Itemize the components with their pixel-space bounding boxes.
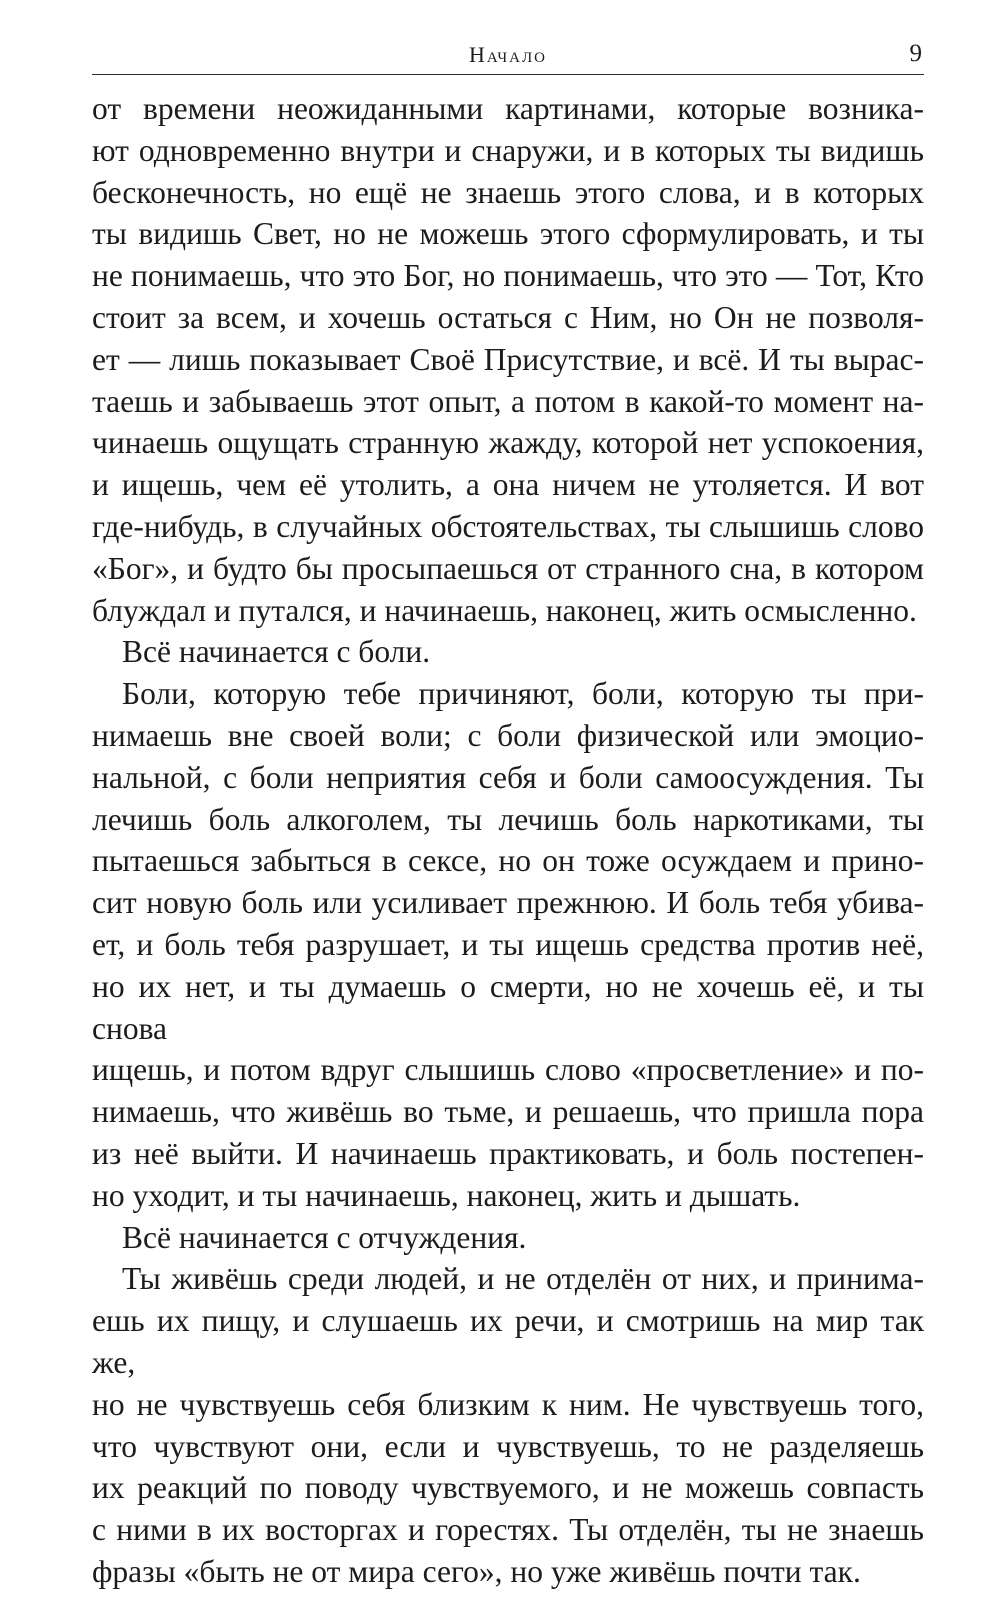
text-line: таешь и забываешь этот опыт, а потом в какой-то момент на-: [92, 383, 924, 419]
text-line: ты видишь Свет, но не можешь этого сформулировать, и ты: [92, 216, 924, 252]
running-title: Начало: [468, 42, 548, 67]
text-line: ешь их пищу, и слушаешь их речи, и смотришь на мир так же,: [92, 1303, 924, 1380]
text-line: их реакций по поводу чувствуемого, и не можешь совпасть: [92, 1470, 924, 1506]
text-line: но их нет, и ты думаешь о смерти, но не хочешь её, и ты снова: [92, 968, 924, 1046]
text-line: стоит за всем, и хочешь остаться с Ним, но Он не позволя-: [92, 299, 924, 335]
text-line: фразы «быть не от мира сего», но уже живёшь почти так.: [92, 1553, 861, 1589]
text-line: «Бог», и будто бы просыпаешься от странного сна, в котором: [92, 550, 924, 586]
text-line: нальной, с боли неприятия себя и боли самоосуждения. Ты: [92, 759, 924, 795]
running-header: [92, 38, 924, 75]
text-line: нимаешь, что живёшь во тьме, и решаешь, что пришла пора: [92, 1094, 924, 1130]
text-line: бесконечность, но ещё не знаешь этого слова, и в которых: [92, 174, 924, 210]
text-line: блуждал и путался, и начинаешь, наконец, жить осмысленно.: [92, 592, 917, 628]
text-line: ет — лишь показывает Своё Присутствие, и всё. И ты вырас-: [92, 341, 924, 377]
text-line: и ищешь, чем её утолить, а она ничем не утоляется. И вот: [92, 467, 924, 503]
text-line: нимаешь вне своей воли; с боли физической или эмоцио-: [92, 717, 924, 753]
text-line: Всё начинается с боли.: [122, 634, 431, 670]
body-text: [92, 88, 924, 1593]
text-line: Ты живёшь среди людей, и не отделён от них, и принима-: [122, 1261, 924, 1297]
text-line: ет, и боль тебя разрушает, и ты ищешь средства против неё,: [92, 926, 924, 962]
text-line: ют одновременно внутри и снаружи, и в которых ты видишь: [92, 132, 924, 168]
text-line: от времени неожиданными картинами, которые возника-: [92, 91, 924, 126]
text-line: Всё начинается с отчуждения.: [122, 1219, 527, 1255]
text-line: где-нибудь, в случайных обстоятельствах, ты слышишь слово: [92, 508, 924, 544]
text-line: но уходит, и ты начинаешь, наконец, жить и дышать.: [92, 1177, 801, 1213]
text-line: пытаешься забыться в сексе, но он тоже осуждаем и прино-: [92, 843, 924, 879]
text-line: с ними в их восторгах и горестях. Ты отделён, ты не знаешь: [92, 1512, 924, 1548]
text-line: что чувствуют они, если и чувствуешь, то не разделяешь: [92, 1428, 924, 1464]
text-line: но не чувствуешь себя близким к ним. Не чувствуешь того,: [92, 1386, 924, 1422]
text-line: из неё выйти. И начинаешь практиковать, и боль постепен-: [92, 1135, 924, 1171]
text-line: чинаешь ощущать странную жажду, которой нет успокоения,: [92, 425, 924, 461]
text-line: ищешь, и потом вдруг слышишь слово «просветление» и по-: [92, 1052, 924, 1088]
page-number: 9: [909, 40, 922, 67]
text-line: сит новую боль или усиливает прежнюю. И боль тебя убива-: [92, 885, 924, 921]
text-line: Боли, которую тебе причиняют, боли, которую ты при-: [122, 676, 924, 712]
text-line: не понимаешь, что это Бог, но понимаешь, что это — Тот, Кто: [92, 258, 924, 294]
text-line: лечишь боль алкоголем, ты лечишь боль наркотиками, ты: [92, 801, 924, 837]
